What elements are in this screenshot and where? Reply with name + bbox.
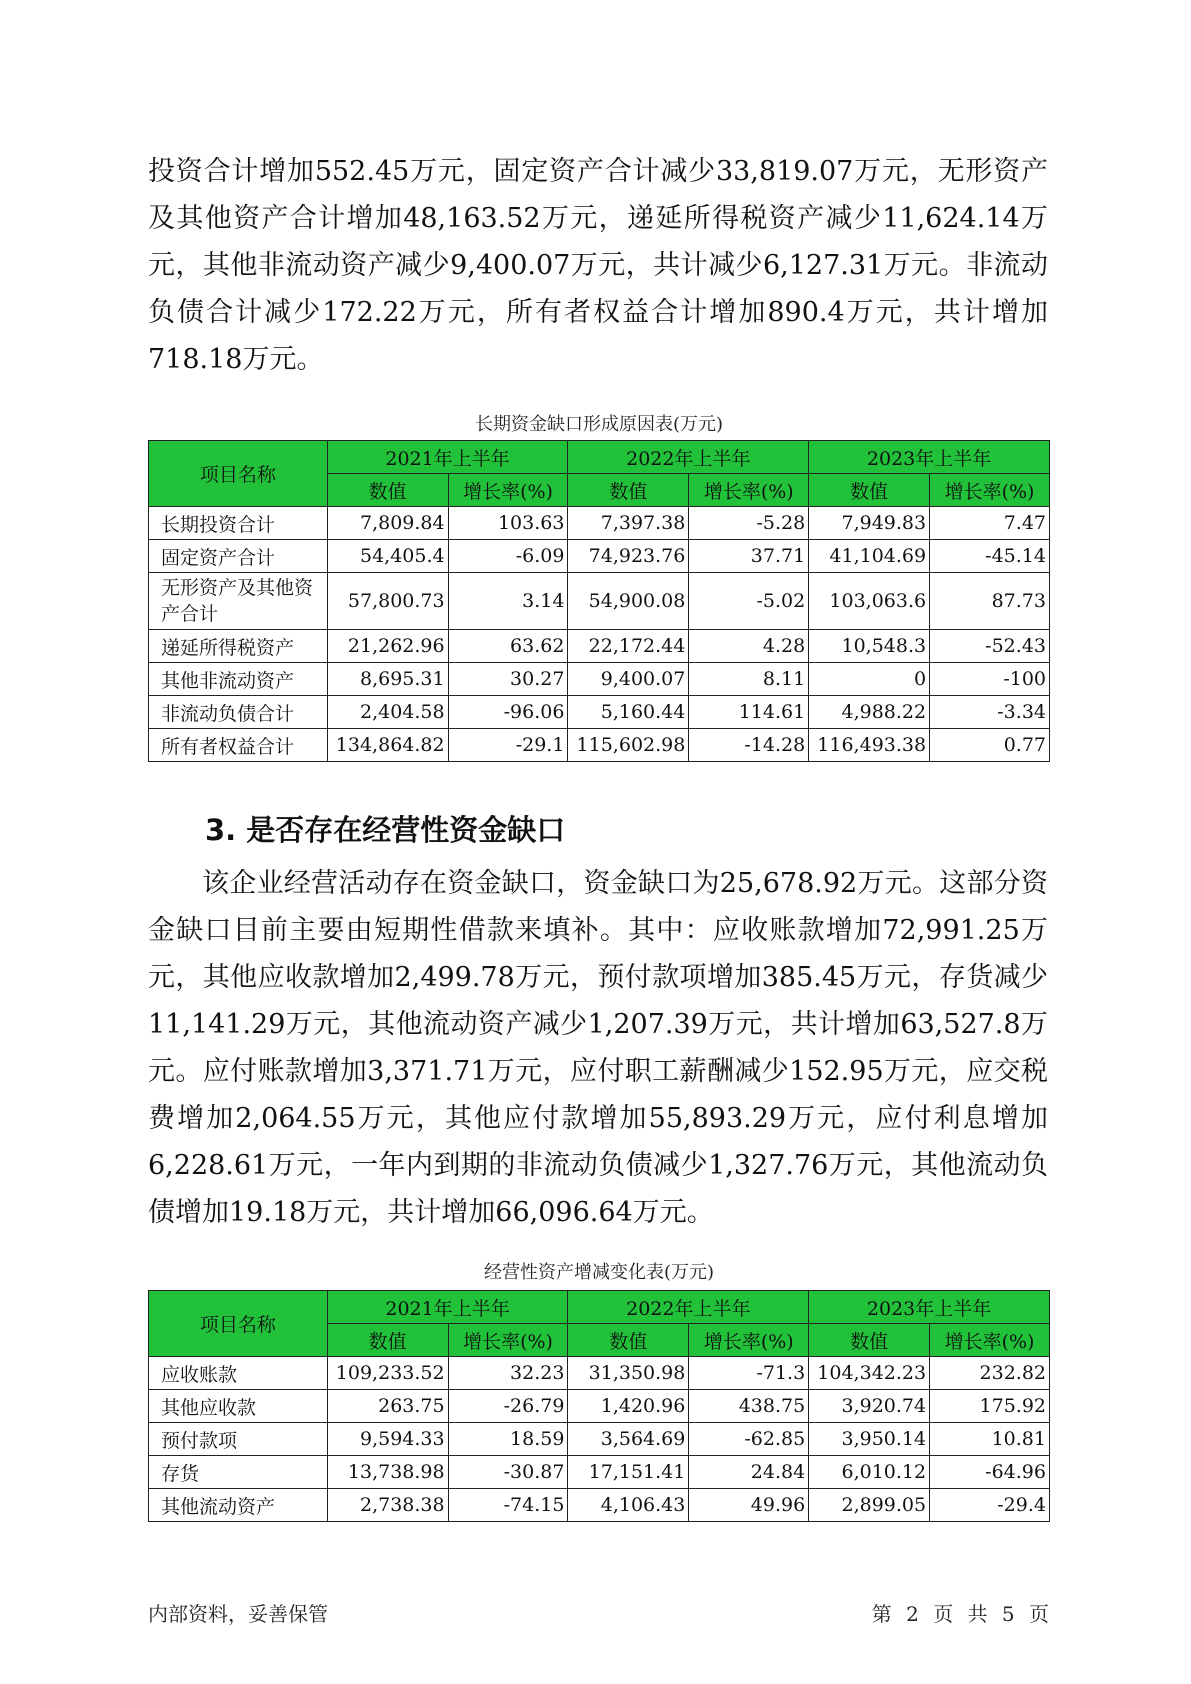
value-cell: 3,950.14 — [809, 1423, 930, 1456]
value-cell: 2,899.05 — [809, 1489, 930, 1522]
growth-cell: -5.02 — [689, 573, 809, 630]
value-cell: 13,738.98 — [327, 1456, 448, 1489]
value-header: 数值 — [568, 1324, 689, 1357]
value-cell: 134,864.82 — [327, 729, 448, 762]
year-header: 2022年上半年 — [568, 441, 809, 474]
value-cell: 4,988.22 — [809, 696, 930, 729]
growth-cell: 87.73 — [930, 573, 1050, 630]
growth-cell: 10.81 — [930, 1423, 1050, 1456]
value-cell: 22,172.44 — [568, 630, 689, 663]
value-header: 数值 — [809, 474, 930, 507]
table-row — [149, 1489, 1050, 1522]
value-cell: 2,738.38 — [327, 1489, 448, 1522]
table-row — [149, 1390, 1050, 1423]
operating-assets-table — [148, 1290, 1050, 1522]
growth-cell: 32.23 — [448, 1357, 568, 1390]
growth-cell: 63.62 — [448, 630, 568, 663]
growth-header: 增长率(%) — [448, 1324, 568, 1357]
long-term-gap-table — [148, 440, 1050, 762]
value-cell: 115,602.98 — [568, 729, 689, 762]
value-cell: 8,695.31 — [327, 663, 448, 696]
year-header: 2022年上半年 — [568, 1291, 809, 1324]
row-label: 其他非流动资产 — [149, 663, 328, 696]
value-cell: 0 — [809, 663, 930, 696]
value-cell: 31,350.98 — [568, 1357, 689, 1390]
value-cell: 104,342.23 — [809, 1357, 930, 1390]
growth-cell: 18.59 — [448, 1423, 568, 1456]
value-cell: 41,104.69 — [809, 540, 930, 573]
value-cell: 7,949.83 — [809, 507, 930, 540]
growth-header: 增长率(%) — [930, 474, 1050, 507]
row-label: 固定资产合计 — [149, 540, 328, 573]
value-cell: 7,397.38 — [568, 507, 689, 540]
section-heading: 3. 是否存在经营性资金缺口 — [205, 813, 566, 847]
table-row — [149, 507, 1050, 540]
table-row — [149, 540, 1050, 573]
value-cell: 9,594.33 — [327, 1423, 448, 1456]
table-row — [149, 663, 1050, 696]
value-header: 数值 — [809, 1324, 930, 1357]
growth-cell: -14.28 — [689, 729, 809, 762]
value-header: 数值 — [568, 474, 689, 507]
row-label: 非流动负债合计 — [149, 696, 328, 729]
value-cell: 4,106.43 — [568, 1489, 689, 1522]
value-header: 数值 — [327, 1324, 448, 1357]
value-cell: 54,405.4 — [327, 540, 448, 573]
growth-cell: 49.96 — [689, 1489, 809, 1522]
value-cell: 1,420.96 — [568, 1390, 689, 1423]
growth-cell: 232.82 — [930, 1357, 1050, 1390]
growth-cell: 37.71 — [689, 540, 809, 573]
table2-caption: 经营性资产增减变化表(万元) — [483, 1262, 715, 1283]
growth-cell: 3.14 — [448, 573, 568, 630]
value-cell: 103,063.6 — [809, 573, 930, 630]
value-cell: 116,493.38 — [809, 729, 930, 762]
value-header: 数值 — [327, 474, 448, 507]
row-label: 其他流动资产 — [149, 1489, 328, 1522]
name-header: 项目名称 — [149, 441, 328, 507]
value-cell: 3,564.69 — [568, 1423, 689, 1456]
value-cell: 2,404.58 — [327, 696, 448, 729]
growth-cell: 0.77 — [930, 729, 1050, 762]
growth-cell: -3.34 — [930, 696, 1050, 729]
growth-cell: 438.75 — [689, 1390, 809, 1423]
growth-cell: -6.09 — [448, 540, 568, 573]
growth-cell: 8.11 — [689, 663, 809, 696]
year-header: 2021年上半年 — [327, 1291, 568, 1324]
growth-cell: 114.61 — [689, 696, 809, 729]
growth-cell: -71.3 — [689, 1357, 809, 1390]
growth-cell: -74.15 — [448, 1489, 568, 1522]
table-row — [149, 696, 1050, 729]
table-row — [149, 573, 1050, 630]
growth-header: 增长率(%) — [689, 1324, 809, 1357]
growth-cell: -29.4 — [930, 1489, 1050, 1522]
row-label: 其他应收款 — [149, 1390, 328, 1423]
value-cell: 6,010.12 — [809, 1456, 930, 1489]
footer-page-number: 第 2 页 共 5 页 — [871, 1602, 1049, 1626]
footer-confidential: 内部资料，妥善保管 — [148, 1602, 328, 1626]
growth-cell: -29.1 — [448, 729, 568, 762]
row-label: 存货 — [149, 1456, 328, 1489]
row-label: 递延所得税资产 — [149, 630, 328, 663]
row-label: 所有者权益合计 — [149, 729, 328, 762]
growth-cell: -62.85 — [689, 1423, 809, 1456]
value-cell: 9,400.07 — [568, 663, 689, 696]
growth-cell: -52.43 — [930, 630, 1050, 663]
year-header: 2023年上半年 — [809, 1291, 1050, 1324]
value-cell: 54,900.08 — [568, 573, 689, 630]
table-row — [149, 630, 1050, 663]
growth-cell: 24.84 — [689, 1456, 809, 1489]
growth-cell: -45.14 — [930, 540, 1050, 573]
year-header: 2023年上半年 — [809, 441, 1050, 474]
value-cell: 263.75 — [327, 1390, 448, 1423]
name-header: 项目名称 — [149, 1291, 328, 1357]
row-label: 无形资产及其他资产合计 — [149, 573, 328, 630]
table-row — [149, 1357, 1050, 1390]
value-cell: 5,160.44 — [568, 696, 689, 729]
growth-header: 增长率(%) — [448, 474, 568, 507]
growth-cell: -64.96 — [930, 1456, 1050, 1489]
table-row — [149, 1456, 1050, 1489]
value-cell: 109,233.52 — [327, 1357, 448, 1390]
growth-cell: 7.47 — [930, 507, 1050, 540]
table-row — [149, 729, 1050, 762]
paragraph-2: 该企业经营活动存在资金缺口，资金缺口为25,678.92万元。这部分资金缺口目前主要由短期性借款来填补。其中：应收账款增加72,991.25万元，其他应收款增加2,499.78万元，预付款项增加385.45万元，存货减少11,141.29万元，其他流动资产减少1,207.39万元，共计增加63,527.8万元。应付账款增加3,371.71万元，应付职工薪酬减少152.95万元，应交税费增加2,064.55万元，其他应付款增加55,893.29万元，应付利息增加6,228.61万元，一年内到期的非流动负债减少1,327.76万元，其他流动负债增加19.18万元，共计增加66,096.64万元。 — [148, 868, 1048, 1228]
value-cell: 7,809.84 — [327, 507, 448, 540]
year-header: 2021年上半年 — [327, 441, 568, 474]
table1-caption: 长期资金缺口形成原因表(万元) — [474, 414, 724, 435]
growth-cell: -26.79 — [448, 1390, 568, 1423]
growth-header: 增长率(%) — [930, 1324, 1050, 1357]
value-cell: 3,920.74 — [809, 1390, 930, 1423]
value-cell: 74,923.76 — [568, 540, 689, 573]
value-cell: 21,262.96 — [327, 630, 448, 663]
growth-cell: 4.28 — [689, 630, 809, 663]
value-cell: 57,800.73 — [327, 573, 448, 630]
paragraph-1: 投资合计增加552.45万元，固定资产合计减少33,819.07万元，无形资产及其他资产合计增加48,163.52万元，递延所得税资产减少11,624.14万元，其他非流动资产减少9,400.07万元，共计减少6,127.31万元。非流动负债合计减少172.22万元，所有者权益合计增加890.4万元，共计增加718.18万元。 — [148, 156, 1048, 375]
table-row — [149, 1423, 1050, 1456]
growth-cell: 175.92 — [930, 1390, 1050, 1423]
growth-cell: -100 — [930, 663, 1050, 696]
row-label: 长期投资合计 — [149, 507, 328, 540]
value-cell: 10,548.3 — [809, 630, 930, 663]
growth-cell: 30.27 — [448, 663, 568, 696]
value-cell: 17,151.41 — [568, 1456, 689, 1489]
growth-cell: -30.87 — [448, 1456, 568, 1489]
growth-cell: -5.28 — [689, 507, 809, 540]
row-label: 预付款项 — [149, 1423, 328, 1456]
growth-cell: 103.63 — [448, 507, 568, 540]
growth-header: 增长率(%) — [689, 474, 809, 507]
growth-cell: -96.06 — [448, 696, 568, 729]
row-label: 应收账款 — [149, 1357, 328, 1390]
